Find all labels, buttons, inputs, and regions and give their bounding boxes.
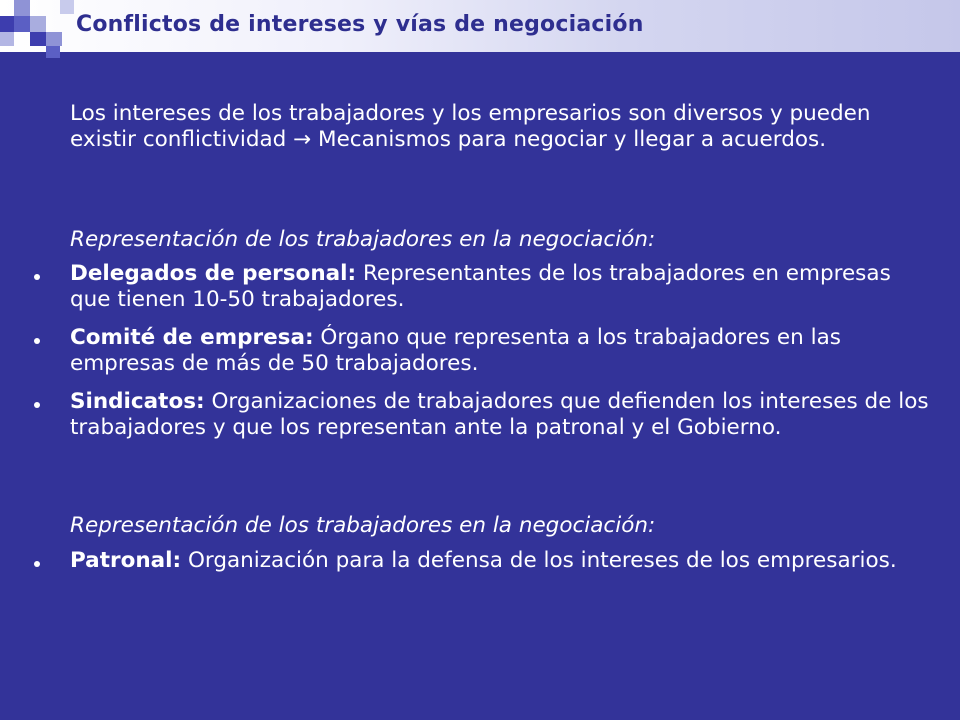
list-item-text (70, 389, 930, 441)
list-item-description: Representantes de los trabajadores en empresas que tienen 10-50 trabajadores. (70, 261, 891, 312)
bullet-dot (34, 402, 40, 408)
intro-text-part1: Los intereses de los trabajadores y los empresarios son diversos y pueden existir conflictividad (70, 101, 871, 152)
list-item-text (70, 261, 930, 313)
list-item-term: Delegados de personal: (70, 261, 357, 286)
slide-title: Conflictos de intereses y vías de negociación (76, 12, 644, 37)
list-item-description: Organización para la defensa de los intereses de los empresarios. (181, 548, 897, 573)
section-heading-workers: Representación de los trabajadores en la negociación: (70, 227, 656, 252)
list-item-text (70, 548, 930, 574)
list-item-term: Patronal: (70, 548, 182, 573)
intro-text-part2: Mecanismos para negociar y llegar a acuerdos. (311, 126, 827, 152)
list-item-description: Organizaciones de trabajadores que defienden los intereses de los trabajadores y que los representan ante la patronal y el Gobierno. (70, 389, 929, 440)
intro-paragraph (70, 101, 930, 153)
list-item-text (70, 325, 930, 377)
section-heading-employers: Representación de los trabajadores en la negociación: (70, 513, 656, 538)
bullet-dot (34, 338, 40, 344)
list-item-term: Sindicatos: (70, 389, 205, 414)
list-item-term: Comité de empresa: (70, 325, 314, 350)
arrow-icon: → (293, 126, 312, 152)
list-item-description: Órgano que representa a los trabajadores en las empresas de más de 50 trabajadores. (70, 325, 841, 376)
bullet-dot (34, 274, 40, 280)
bullet-dot (34, 561, 40, 567)
